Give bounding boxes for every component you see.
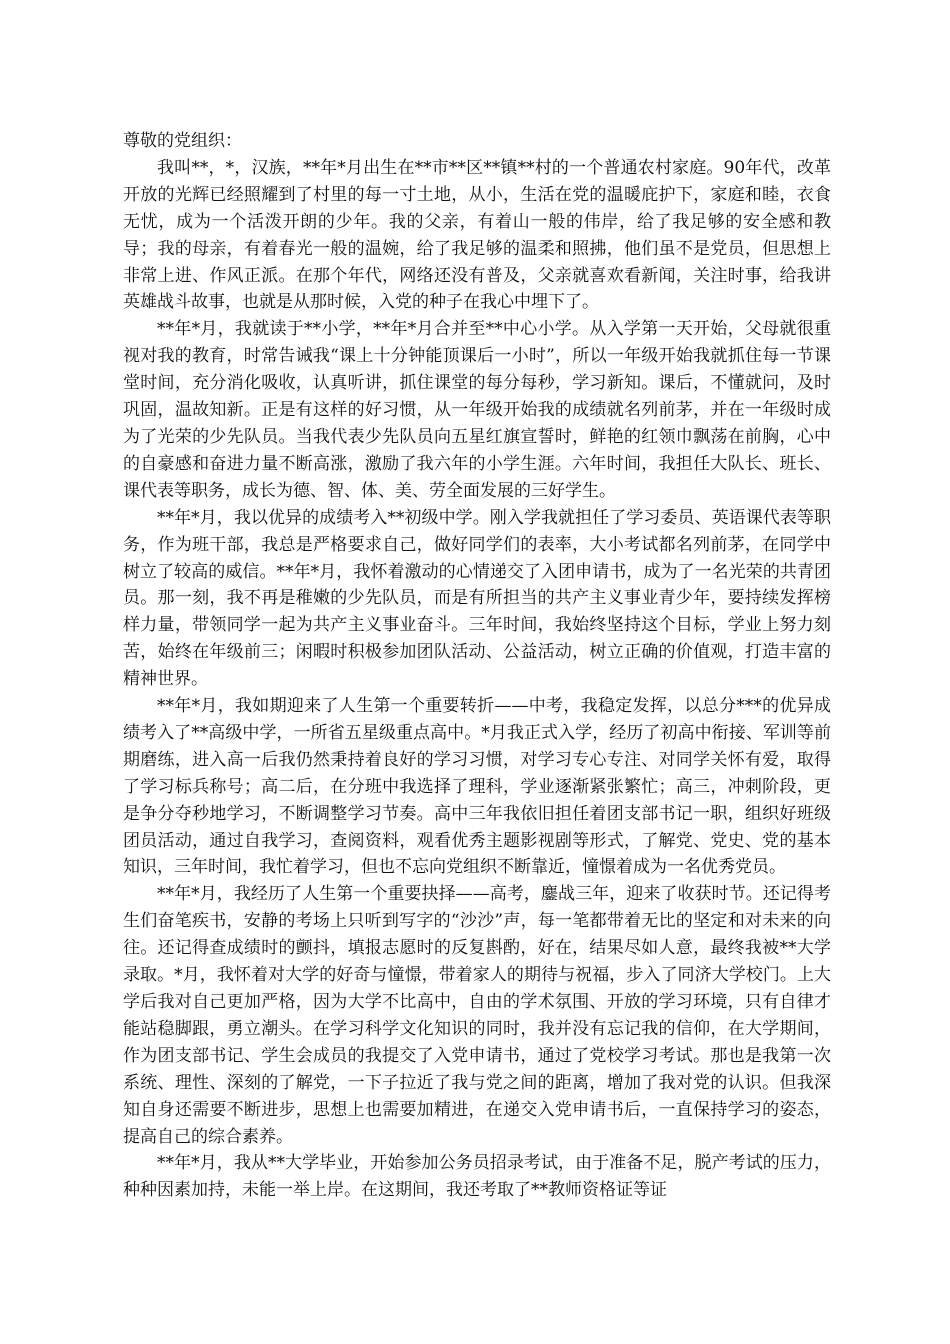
paragraph-junior-high: **年*月，我以优异的成绩考入**初级中学。刚入学我就担任了学习委员、英语课代表等职务，作为班干部，我总是严格要求自己，做好同学们的表率，大小考试都名列前茅，在同学中树立了较高的威信。**年*月，我怀着激动的心情递交了入团申请书，成为了一名光荣的共青团员。那一刻，我不再是稚嫩的少先队员，而是有所担当的共产主义事业青少年，要持续发挥榜样力量，带领同学一起为共产主义事业奋斗。三年时间，我始终坚持这个目标，学业上努力刻苦，始终在年级前三；闲暇时积极参加团队活动、公益活动，树立正确的价值观，打造丰富的精神世界。 [123,507,831,690]
paragraph-primary-school: **年*月，我就读于**小学，**年*月合并至**中心小学。从入学第一天开始，父母就很重视对我的教育，时常告诫我“课上十分钟能顶课后一小时”，所以一年级开始我就抓住每一节课堂时间，充分消化吸收，认真听讲，抓住课堂的每分每秒，学习新知。课后，不懂就问，及时巩固，温故知新。正是有这样的好习惯，从一年级开始我的成绩就名列前茅，并在一年级时成为了光荣的少先队员。当我代表少先队员向五星红旗宣誓时，鲜艳的红领巾飘荡在前胸，心中的自豪感和奋进力量不断高涨，激励了我六年的小学生涯。六年时间，我担任大队长、班长、课代表等职务，成长为德、智、体、美、劳全面发展的三好学生。 [123,319,831,501]
paragraph-family-background: 我叫**，*，汉族，**年*月出生在**市**区**镇**村的一个普通农村家庭。90年代，改革开放的光辉已经照耀到了村里的每一寸土地，从小，生活在党的温暖庇护下，家庭和睦，衣食无忧，成为一个活泼开朗的少年。我的父亲，有着山一般的伟岸，给了我足够的安全感和教导；我的母亲，有着春光一般的温婉，给了我足够的温柔和照拂，他们虽不是党员，但思想上非常上进、作风正派。在那个年代，网络还没有普及，父亲就喜欢看新闻，关注时事，给我讲英雄战斗故事，也就是从那时候，入党的种子在我心中埋下了。 [123,157,831,313]
paragraph-after-graduation: **年*月，我从**大学毕业，开始参加公务员招录考试，由于准备不足，脱产考试的压力，种种因素加持，未能一举上岸。在这期间，我还考取了**教师资格证等证 [123,1153,831,1201]
paragraph-senior-high: **年*月，我如期迎来了人生第一个重要转折——中考，我稳定发挥，以总分***的优异成绩考入了**高级中学，一所省五星级重点高中。*月我正式入学，经历了初高中衔接、军训等前期磨练，进入高一后我仍然秉持着良好的学习习惯，对学习专心专注、对同学关怀有爱，取得了学习标兵称号；高二后，在分班中我选择了理科，学业逐渐紧张繁忙；高三，冲刺阶段，更是争分夺秒地学习，不断调整学习节奏。高中三年我依旧担任着团支部书记一职，组织好班级团员活动，通过自我学习，查阅资料，观看优秀主题影视剧等形式，了解党、党史、党的基本知识，三年时间，我忙着学习，但也不忘向党组织不断靠近，憧憬着成为一名优秀党员。 [123,696,831,878]
paragraph-university: **年*月，我经历了人生第一个重要抉择——高考，鏖战三年，迎来了收获时节。还记得考生们奋笔疾书，安静的考场上只听到写字的“沙沙”声，每一笔都带着无比的坚定和对未来的向往。还记得查成绩时的颤抖，填报志愿时的反复斟酌，好在，结果尽如人意，最终我被**大学录取。*月，我怀着对大学的好奇与憧憬，带着家人的期待与祝福，步入了同济大学校门。上大学后我对自己更加严格，因为大学不比高中，自由的学术氛围、开放的学习环境，只有自律才能站稳脚跟，勇立潮头。在学习科学文化知识的同时，我并没有忘记我的信仰，在大学期间，作为团支部书记、学生会成员的我提交了入党申请书，通过了党校学习考试。那也是我第一次系统、理性、深刻的了解党，一下子拉近了我与党之间的距离，增加了我对党的认识。但我深知自身还需要不断进步，思想上也需要加精进，在递交入党申请书后，一直保持学习的姿态，提高自己的综合素养。 [123,884,831,1147]
salutation: 尊敬的党组织： [123,131,242,151]
document-body [123,128,831,1204]
